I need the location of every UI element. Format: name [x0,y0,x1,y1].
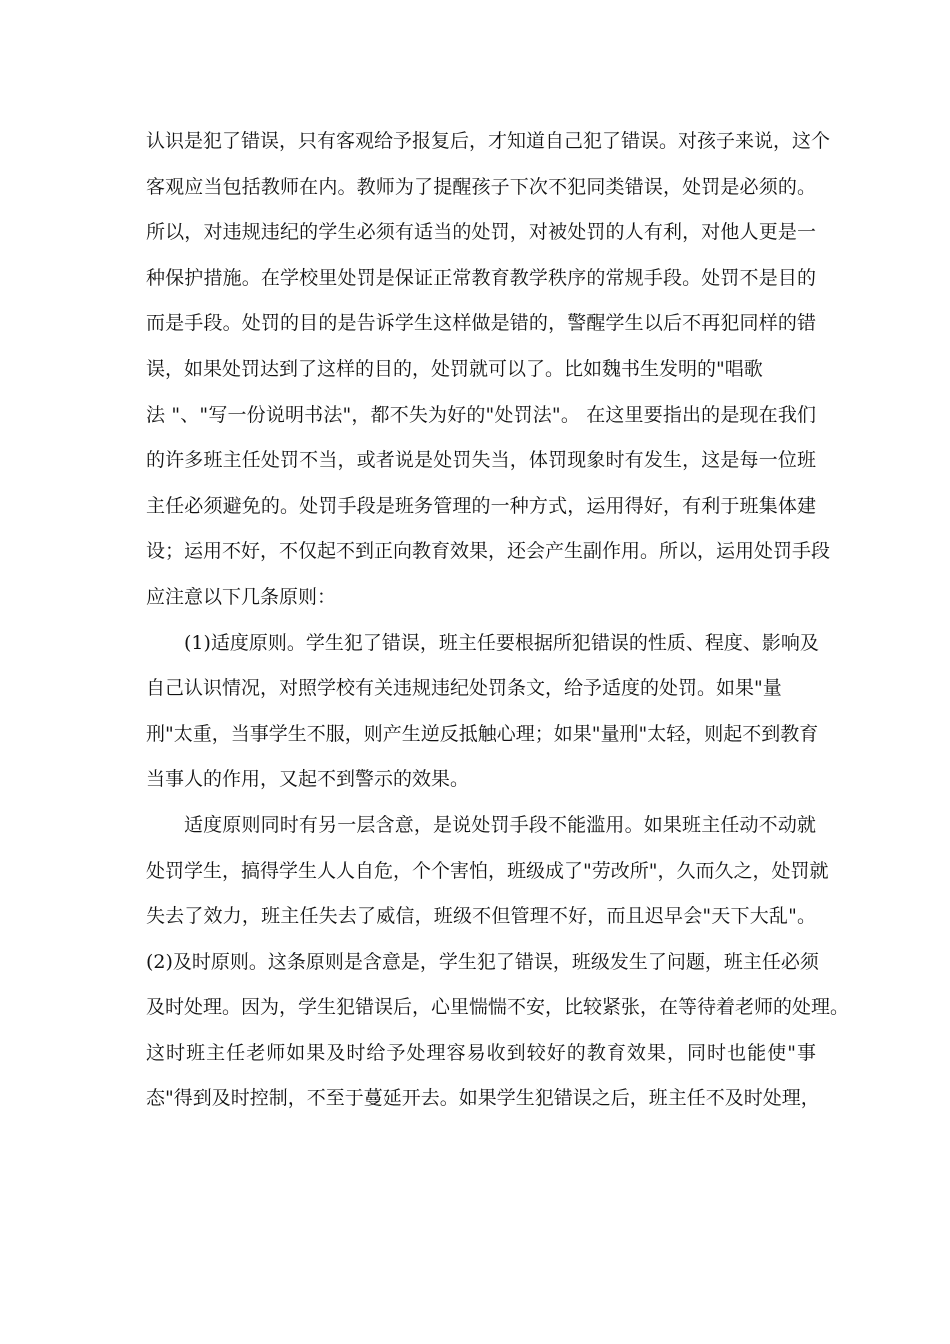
text-line: 客观应当包括教师在内。教师为了提醒孩子下次不犯同类错误，处罚是必须的。 [146,175,816,198]
text-line: (1)适度原则。学生犯了错误，班主任要根据所犯错误的性质、程度、影响及 [184,631,819,654]
text-line: 自己认识情况，对照学校有关违规违纪处罚条文，给予适度的处罚。如果"量 [146,677,782,700]
text-line: 认识是犯了错误，只有客观给予报复后，才知道自己犯了错误。对孩子来说，这个 [146,130,831,152]
text-line: 刑"太重，当事学生不服，则产生逆反抵触心理；如果"量刑"太轻，则起不到教育 [146,722,819,745]
text-line: 的许多班主任处罚不当，或者说是处罚失当，体罚现象时有发生，这是每一位班 [146,449,816,472]
text-line: 当事人的作用，又起不到警示的效果。 [146,768,470,791]
body-text [146,119,850,1122]
text-line: 设；运用不好，不仅起不到正向教育效果，还会产生副作用。所以，运用处罚手段 [146,540,831,563]
text-line: 主任必须避免的。处罚手段是班务管理的一种方式，运用得好，有利于班集体建 [146,494,816,517]
text-line: 态"得到及时控制，不至于蔓延开去。如果学生犯错误之后，班主任不及时处理， [146,1087,820,1110]
text-line: 法 "、"写一份说明书法"，都不失为好的"处罚法"。 在这里要指出的是现在我们 [146,403,816,426]
text-line: 而是手段。处罚的目的是告诉学生这样做是错的，警醒学生以后不再犯同样的错 [146,312,816,335]
text-line: 及时处理。因为，学生犯错误后，心里惴惴不安，比较紧张，在等待着老师的处理。 [146,996,850,1019]
text-line: 这时班主任老师如果及时给予处理容易收到较好的教育效果，同时也能使"事 [146,1041,816,1064]
text-line: (2)及时原则。这条原则是含意是，学生犯了错误，班级发生了问题，班主任必须 [146,950,819,973]
text-line: 失去了效力，班主任失去了威信，班级不但管理不好，而且迟早会"天下大乱"。 [146,905,816,928]
text-line: 适度原则同时有另一层含意，是说处罚手段不能滥用。如果班主任动不动就 [184,813,816,836]
text-line: 应注意以下几条原则： [146,585,337,608]
text-line: 种保护措施。在学校里处罚是保证正常教育教学秩序的常规手段。处罚不是目的 [146,266,816,289]
text-line: 处罚学生，搞得学生人人自危，个个害怕，班级成了"劳改所"，久而久之，处罚就 [146,859,829,882]
text-line: 所以，对违规违纪的学生必须有适当的处罚，对被处罚的人有利，对他人更是一 [146,221,816,244]
text-line: 误，如果处罚达到了这样的目的，处罚就可以了。比如魏书生发明的"唱歌 [146,357,763,380]
